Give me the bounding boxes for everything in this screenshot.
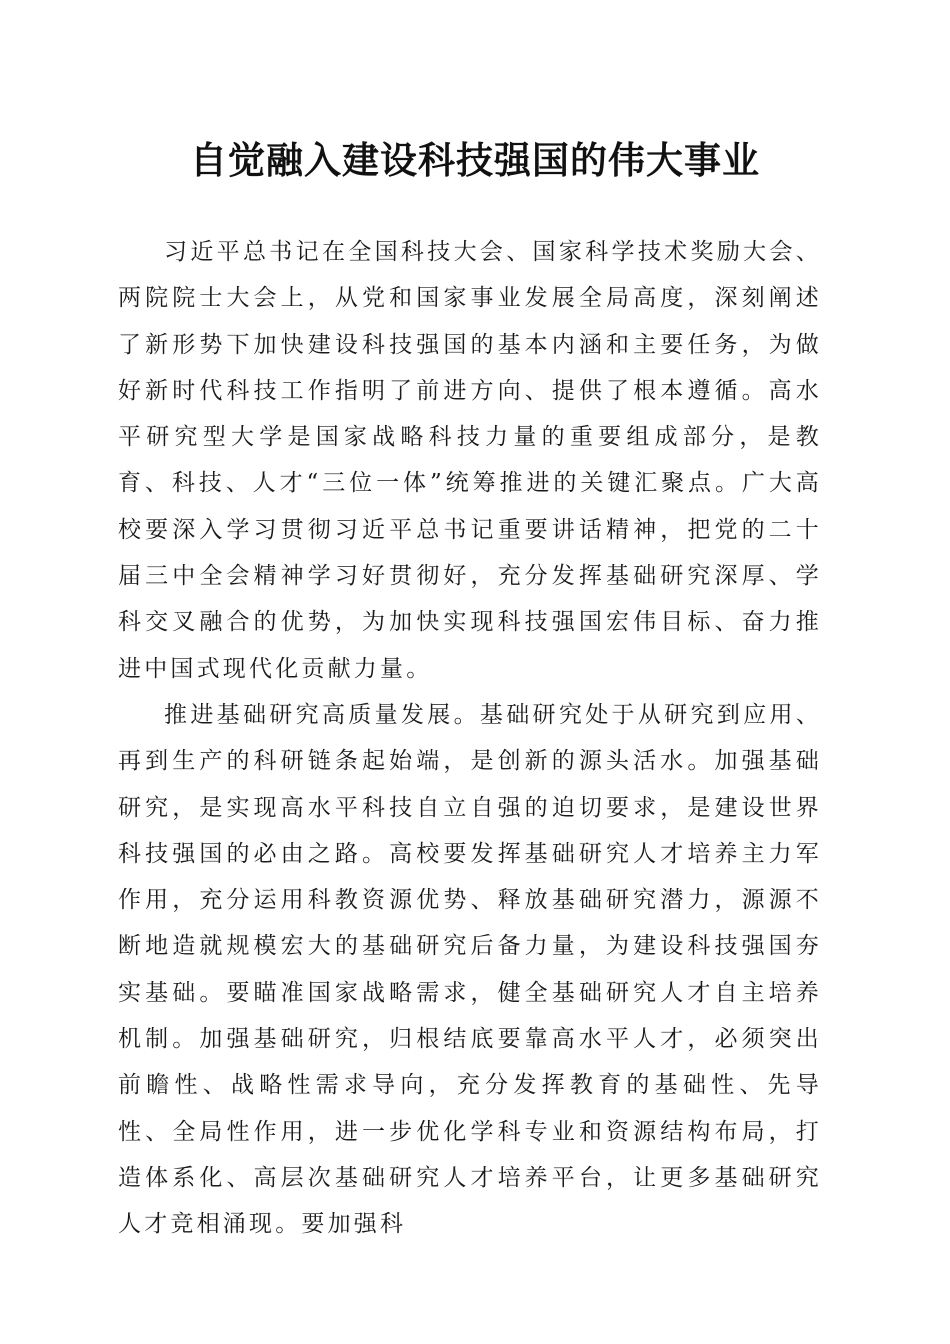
paragraph-basic-research: 推进基础研究高质量发展。基础研究处于从研究到应用、再到生产的科研链条起始端，是创新的源头活水。加强基础研究，是实现高水平科技自立自强的迫切要求，是建设世界科技强国的必由之路。高校要发挥基础研究人才培养主力军作用，充分运用科教资源优势、释放基础研究潜力，源源不断地造就规模宏大的基础研究后备力量，为建设科技强国夯实基础。要瞄准国家战略需求，健全基础研究人才自主培养机制。加强基础研究，归根结底要靠高水平人才，必须突出前瞻性、战略性需求导向，充分发挥教育的基础性、先导性、全局性作用，进一步优化学科专业和资源结构布局，打造体系化、高层次基础研究人才培养平台，让更多基础研究人才竞相涌现。要加强科 [118, 701, 822, 1238]
paragraph-intro: 习近平总书记在全国科技大会、国家科学技术奖励大会、两院院士大会上，从党和国家事业发展全局高度，深刻阐述了新形势下加快建设科技强国的基本内涵和主要任务，为做好新时代科技工作指明了前进方向、提供了根本遵循。高水平研究型大学是国家战略科技力量的重要组成部分，是教育、科技、人才“三位一体”统筹推进的关键汇聚点。广大高校要深入学习贯彻习近平总书记重要讲话精神，把党的二十届三中全会精神学习好贯彻好，充分发挥基础研究深厚、学科交叉融合的优势，为加快实现科技强国宏伟目标、奋力推进中国式现代化贡献力量。 [118, 239, 822, 682]
document-title: 自觉融入建设科技强国的伟大事业 [190, 138, 760, 182]
document-body [118, 229, 822, 1248]
